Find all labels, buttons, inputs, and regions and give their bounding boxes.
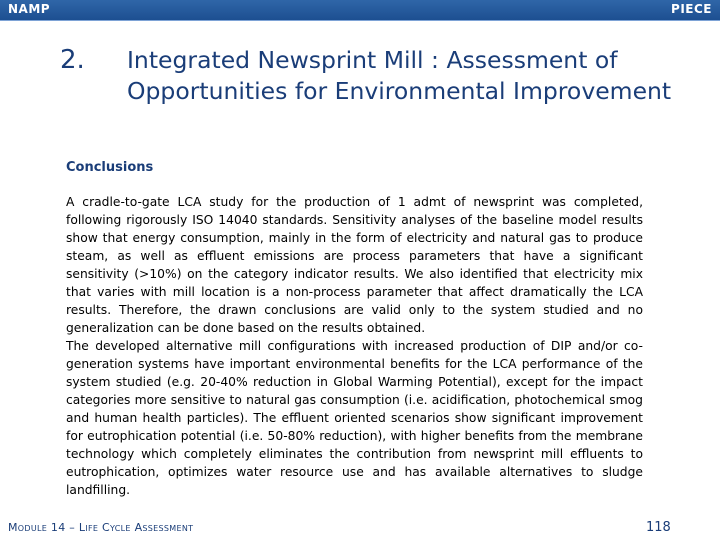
header-right-label: PIECE: [671, 2, 712, 16]
slide-title: Integrated Newsprint Mill : Assessment of Opportunities for Environmental Improvement: [127, 46, 672, 105]
page-number: 118: [646, 520, 671, 535]
header-bar: [0, 0, 720, 21]
paragraph: The developed alternative mill configurations with increased production of DIP and/or co-generation systems have important environmental benefits for the LCA performance of the system studied (e.g. 20-40% reduction in Global Warming Potential), except for the impact categories more sensitive to natural gas consumption (i.e. acidification, photochemical smog and human health particles). The effluent oriented scenarios show significant improvement for eutrophication potential (i.e. 50-80% reduction), with higher benefits from the membrane technology which completely eliminates the contribution from newsprint mill effluents to eutrophication, optimizes water resource use and has available alternatives to sludge landfilling.: [66, 339, 643, 497]
body-text: [66, 193, 643, 499]
footer-module-label: Module 14 – Life Cycle Assessment: [8, 521, 194, 534]
paragraph: A cradle-to-gate LCA study for the production of 1 admt of newsprint was completed, following rigorously ISO 14040 standards. Sensitivity analyses of the baseline model results show that energy consumption, mainly in the form of electricity and natural gas to produce steam, as well as effluent emissions are process parameters that have a significant sensitivity (>10%) on the category indicator results. We also identified that electricity mix that varies with mill location is a non-process parameter that affect dramatically the LCA results. Therefore, the drawn conclusions are valid only to the system studied and no generalization can be done based on the results obtained.: [66, 195, 643, 335]
slide-number: 2.: [60, 45, 85, 75]
header-left-label: NAMP: [8, 2, 51, 16]
section-heading: Conclusions: [66, 160, 154, 175]
